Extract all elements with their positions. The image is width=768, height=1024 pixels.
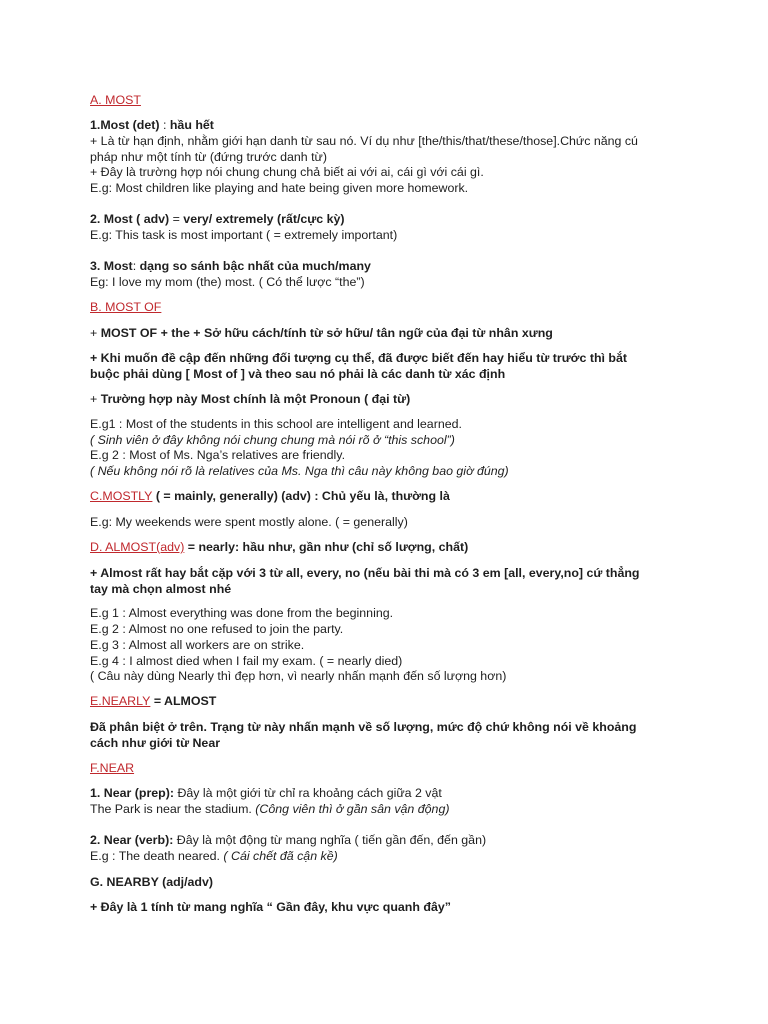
section-d-example: E.g 3 : Almost all workers are on strike. — [90, 638, 305, 652]
section-e-text: Đã phân biệt ở trên. Trạng từ này nhấn mạnh về số lượng, mức độ chứ không nói về khoảng — [90, 720, 637, 734]
section-f-point2-title: 2. Near (verb): Đây là một động từ mang nghĩa ( tiến gần đến, đến gần) — [90, 833, 487, 847]
section-f-point2-example: E.g : The death neared. ( Cái chết đã cận kề) — [90, 849, 338, 863]
section-a-point3-example: Eg: I love my mom (the) most. ( Có thể lược “the”) — [90, 275, 365, 289]
section-d-example: E.g 2 : Almost no one refused to join the party. — [90, 622, 344, 636]
section-c-example: E.g: My weekends were spent mostly alone. ( = generally) — [90, 515, 408, 529]
section-b-rule: + Trường hợp này Most chính là một Pronoun ( đại từ) — [90, 392, 411, 406]
section-a-point1-title: 1.Most (det) : hầu hết — [90, 118, 214, 132]
section-a-point2-title: 2. Most ( adv) = very/ extremely (rất/cực kỳ) — [90, 212, 345, 226]
section-d-example: E.g 1 : Almost everything was done from the beginning. — [90, 606, 394, 620]
section-d-example: E.g 4 : I almost died when I fail my exam. ( = nearly died) — [90, 654, 403, 668]
section-a-point1-line: + Là từ hạn định, nhằm giới hạn danh từ sau nó. Ví dụ như [the/this/that/these/those].Chức năng cú — [90, 134, 638, 148]
section-b-example: E.g1 : Most of the students in this school are intelligent and learned. — [90, 417, 462, 431]
section-g-text: + Đây là 1 tính từ mang nghĩa “ Gần đây, khu vực quanh đây” — [90, 900, 451, 914]
section-a-point1-line: pháp như một tính từ (đứng trước danh từ) — [90, 150, 327, 164]
section-f-point1-example: The Park is near the stadium. (Công viên thì ở gần sân vận động) — [90, 802, 450, 816]
section-b-example-note: ( Nếu không nói rõ là relatives của Ms. Nga thì câu này không bao giờ đúng) — [90, 464, 509, 478]
section-a-point3-title: 3. Most: dạng so sánh bậc nhất của much/many — [90, 259, 371, 273]
section-a-heading: A. MOST — [90, 93, 141, 107]
section-b-example: E.g 2 : Most of Ms. Nga’s relatives are friendly. — [90, 448, 346, 462]
section-f-heading: F.NEAR — [90, 761, 135, 775]
section-b-rule: + Khi muốn đề cập đến những đối tượng cụ thể, đã được biết đến hay hiểu từ trước thì bắt — [90, 351, 627, 365]
section-b-rule: buộc phải dùng [ Most of ] và theo sau nó phải là các danh từ xác định — [90, 367, 506, 381]
section-f-point1-title: 1. Near (prep): Đây là một giới từ chỉ ra khoảng cách giữa 2 vật — [90, 786, 442, 800]
section-g-heading: G. NEARBY (adj/adv) — [90, 875, 214, 889]
section-d-rule: + Almost rất hay bắt cặp với 3 từ all, every, no (nếu bài thi mà có 3 em [all, every,no] cứ thẳng — [90, 566, 640, 580]
section-d-rule: tay mà chọn almost nhé — [90, 582, 232, 596]
section-c-heading: C.MOSTLY ( = mainly, generally) (adv) : Chủ yếu là, thường là — [90, 489, 450, 503]
section-e-text: cách như giới từ Near — [90, 736, 221, 750]
section-b-rule: + MOST OF + the + Sở hữu cách/tính từ sở hữu/ tân ngữ của đại từ nhân xưng — [90, 326, 553, 340]
section-a-point1-example: E.g: Most children like playing and hate being given more homework. — [90, 181, 469, 195]
section-a-point1-line: + Đây là trường hợp nói chung chung chả biết ai với ai, cái gì với cái gì. — [90, 165, 484, 179]
section-d-heading: D. ALMOST(adv) = nearly: hầu như, gần như (chỉ số lượng, chất) — [90, 540, 469, 554]
section-d-note: ( Câu này dùng Nearly thì đẹp hơn, vì nearly nhấn mạnh đến số lượng hơn) — [90, 669, 507, 683]
section-a-point2-example: E.g: This task is most important ( = extremely important) — [90, 228, 398, 242]
section-b-heading: B. MOST OF — [90, 300, 162, 314]
section-e-heading: E.NEARLY = ALMOST — [90, 694, 217, 708]
section-b-example-note: ( Sinh viên ở đây không nói chung chung mà nói rõ ở “this school”) — [90, 433, 455, 447]
